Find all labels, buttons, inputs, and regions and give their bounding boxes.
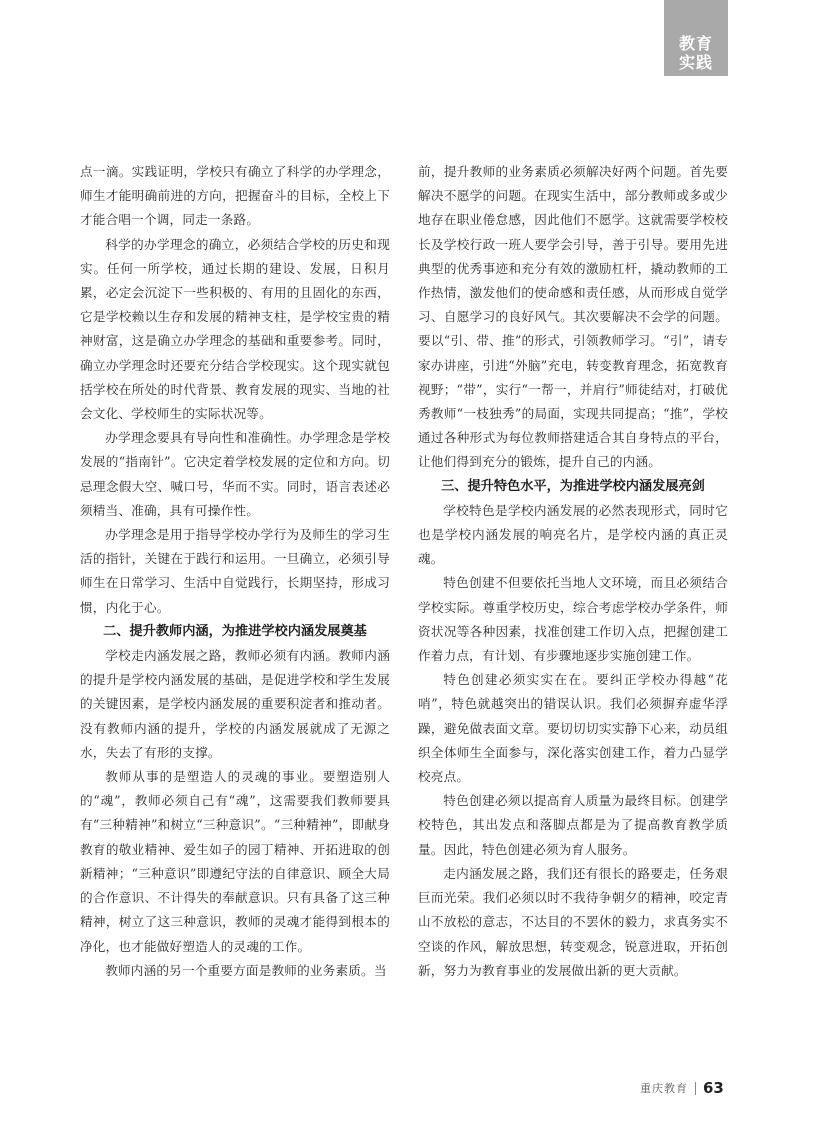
left-column	[80, 160, 390, 983]
body-paragraph: 办学理念是用于指导学校办学行为及师生的学习生活的指针，关键在于践行和运用。一旦确立，必须引导师生在日常学习、生活中自觉践行，长期坚持，形成习惯，内化于心。	[80, 527, 390, 615]
section-heading: 二、提升教师内涵，为推进学校内涵发展奠基	[103, 623, 367, 639]
body-paragraph: 特色创建不但要依托当地人文环境，而且必须结合学校实际。尊重学校历史，综合考虑学校办学条件，师资状况等各种因素，找准创建工作切入点，把握创建工作着力点，有计划、有步骤地逐步实施创建工作。	[418, 575, 728, 664]
body-paragraph: 办学理念要具有导向性和准确性。办学理念是学校发展的“指南针”。它决定着学校发展的定位和方向。切忌理念假大空、喊口号，华而不实。同时，语言表述必须精当、准确，具有可操作性。	[80, 430, 390, 518]
body-paragraph: 教师从事的是塑造人的灵魂的事业。要塑造别人的“魂”，教师必须自己有“魂”，这需要我们教师要具有“三种精神”和树立“三种意识”。“三种精神”，即献身教育的敬业精神、爱生如子的园丁精神、开拓进取的创新精神；“三种意识”即遵纪守法的自律意识、顾全大局的合作意识、不计得失的奉献意识。只有具备了这三种精神，树立了这三种意识，教师的灵魂才能得到根本的净化，也才能做好塑造人的灵魂的工作。	[80, 769, 390, 954]
section-tab-line1: 教育	[678, 34, 713, 53]
footer-divider	[695, 1082, 696, 1095]
body-paragraph: 走内涵发展之路，我们还有很长的路要走，任务艰巨而光荣。我们必须以时不我待争朝夕的精神，咬定青山不放松的意志，不达目的不罢休的毅力，求真务实不空谈的作风，解放思想，转变观念，锐意进取，开拓创新，努力为教育事业的发展做出新的更大贡献。	[418, 865, 728, 978]
body-paragraph: 特色创建必须实实在在。要纠正学校办得越“花哨”，特色就越突出的错误认识。我们必须摒弃虚华浮躁，避免做表面文章。要切切切实实静下心来，动员组织全体师生全面参与，深化落实创建工作，着力凸显学校亮点。	[418, 672, 728, 785]
body-paragraph: 前，提升教师的业务素质必须解决好两个问题。首先要解决不愿学的问题。在现实生活中，部分教师或多或少地存在职业倦怠感，因此他们不愿学。这就需要学校校长及学校行政一班人要学会引导，善于引导。要用先进典型的优秀事迹和充分有效的激励杠杆，撬动教师的工作热情，激发他们的使命感和责任感，从而形成自觉学习、自愿学习的良好风气。其次要解决不会学的问题。要以“引、带、推”的形式，引领教师学习。“引”，请专家办讲座，引进“外脑”充电，转变教育理念，拓宽教育视野；“带”，实行“一帮一，并肩行”师徒结对，打破优秀教师“一枝独秀”的局面，实现共同提高；“推”，学校通过各种形式为每位教师搭建适合其自身特点的平台，让他们得到充分的锻炼，提升自己的内涵。	[418, 164, 729, 470]
body-paragraph: 特色创建必须以提高育人质量为最终目标。创建学校特色，其出发点和落脚点都是为了提高教育教学质量。因此，特色创建必须为育人服务。	[418, 793, 728, 857]
page-number: 63	[703, 1079, 724, 1097]
section-tab-line2: 实践	[678, 53, 713, 72]
journal-name: 重庆教育	[640, 1082, 688, 1095]
right-column	[418, 160, 728, 983]
body-paragraph: 点一滴。实践证明，学校只有确立了科学的办学理念，师生才能明确前进的方向，把握奋斗的目标，全校上下才能合唱一个调，同走一条路。	[80, 164, 390, 228]
body-paragraph: 学校特色是学校内涵发展的必然表现形式，同时它也是学校内涵发展的响亮名片，是学校内涵的真正灵魂。	[418, 502, 728, 567]
body-paragraph: 学校走内涵发展之路，教师必须有内涵。教师内涵的提升是学校内涵发展的基础，是促进学校和学生发展的关键因素，是学校内涵发展的重要积淀者和推动者。没有教师内涵的提升，学校的内涵发展就成了无源之水，失去了有形的支撑。	[80, 648, 390, 760]
page-footer	[640, 1078, 724, 1098]
body-paragraph: 教师内涵的另一个重要方面是教师的业务素质。当	[105, 962, 387, 978]
body-paragraph: 科学的办学理念的确立，必须结合学校的历史和现实。任何一所学校，通过长期的建设、发展，日积月累，必定会沉淀下一些积极的、有用的且固化的东西，它是学校赖以生存和发展的精神支柱，是学校宝贵的精神财富，这是确立办学理念的基础和重要参考。同时，确立办学理念时还要充分结合学校现实。这个现实就包括学校在所处的时代背景、教育发展的现实、当地的社会文化、学校师生的实际状况等。	[80, 236, 390, 422]
section-heading: 三、提升特色水平，为推进学校内涵发展亮剑	[441, 478, 705, 494]
section-tab	[664, 0, 728, 76]
